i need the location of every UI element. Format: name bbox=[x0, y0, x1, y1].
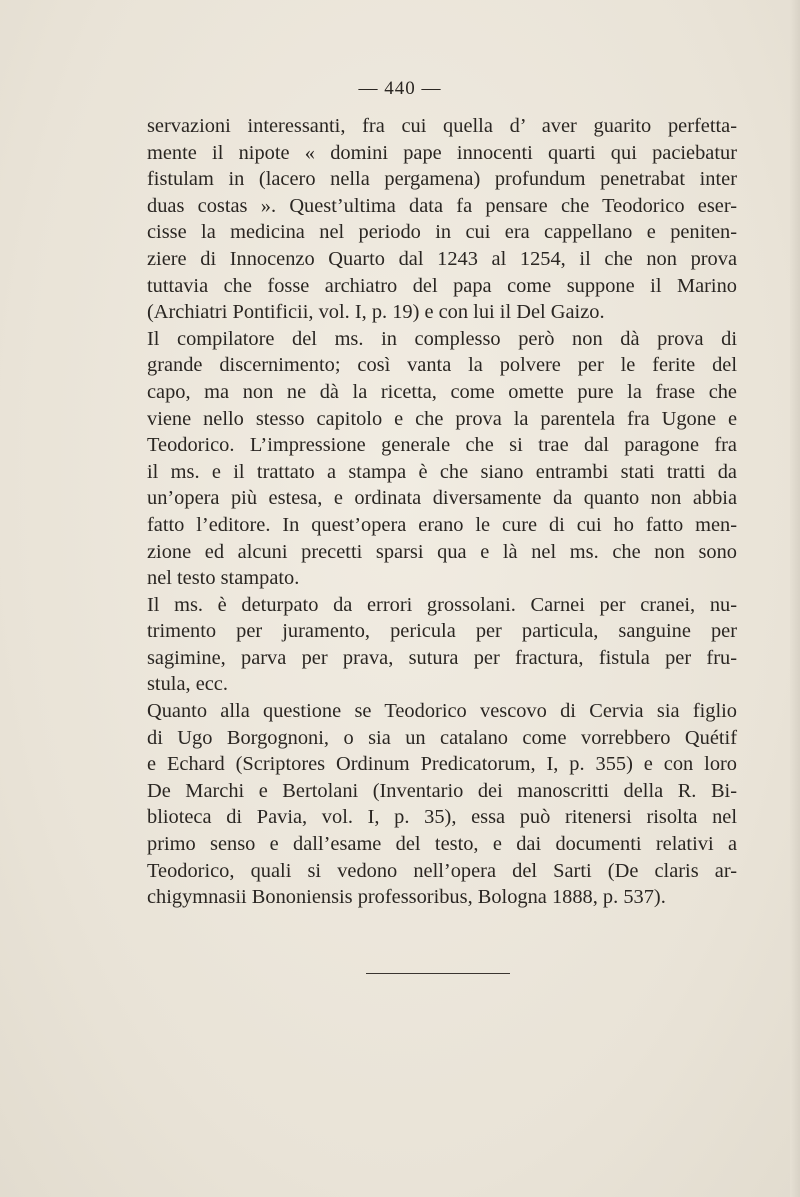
text-line-21: sagimine, parva per prava, sutura per fractura, fistula per fru- bbox=[147, 646, 737, 669]
text-line-18: nel testo stampato. bbox=[147, 567, 300, 590]
text-line-6: ziere di Innocenzo Quarto dal 1243 al 1254, il che non prova bbox=[147, 247, 737, 270]
text-line-5: cisse la medicina nel periodo in cui era cappellano e peniten- bbox=[147, 221, 737, 244]
text-line-10: grande discernimento; così vanta la polvere per le ferite del bbox=[147, 354, 737, 377]
text-line-9: Il compilatore del ms. in complesso però non dà prova di bbox=[147, 327, 737, 350]
text-line-8: (Archiatri Pontificii, vol. I, p. 19) e con lui il Del Gaizo. bbox=[147, 301, 605, 324]
text-line-14: il ms. e il trattato a stampa è che siano entrambi stati tratti da bbox=[147, 460, 737, 483]
text-line-7: tuttavia che fosse archiatro del papa come suppone il Marino bbox=[147, 274, 737, 297]
text-line-16: fatto l’editore. In quest’opera erano le cure di cui ho fatto men- bbox=[147, 513, 737, 536]
text-line-17: zione ed alcuni precetti sparsi qua e là nel ms. che non sono bbox=[147, 540, 737, 563]
text-line-22: stula, ecc. bbox=[147, 673, 228, 696]
text-line-15: un’opera più estesa, e ordinata diversamente da quanto non abbia bbox=[147, 487, 737, 510]
text-line-24: di Ugo Borgognoni, o sia un catalano come vorrebbero Quétif bbox=[147, 726, 737, 749]
text-line-25: e Echard (Scriptores Ordinum Predicatorum, I, p. 355) e con loro bbox=[147, 753, 737, 776]
text-line-12: viene nello stesso capitolo e che prova la parentela fra Ugone e bbox=[147, 407, 737, 430]
page-edge-shadow bbox=[790, 0, 800, 1197]
text-line-3: fistulam in (lacero nella pergamena) profundum penetrabat inter bbox=[147, 168, 737, 191]
text-line-20: trimento per juramento, pericula per particula, sanguine per bbox=[147, 620, 737, 643]
text-line-4: duas costas ». Quest’ultima data fa pensare che Teodorico eser- bbox=[147, 194, 737, 217]
text-line-29: Teodorico, quali si vedono nell’opera del Sarti (De claris ar- bbox=[147, 859, 737, 882]
text-line-26: De Marchi e Bertolani (Inventario dei manoscritti della R. Bi- bbox=[147, 779, 737, 802]
body-text bbox=[147, 113, 737, 911]
closing-rule bbox=[366, 973, 510, 974]
page-number: — 440 — bbox=[358, 78, 442, 99]
text-line-11: capo, ma non ne dà la ricetta, come omette pure la frase che bbox=[147, 380, 737, 403]
text-line-1: servazioni interessanti, fra cui quella d’ aver guarito perfetta- bbox=[147, 115, 737, 137]
text-line-27: blioteca di Pavia, vol. I, p. 35), essa può ritenersi risolta nel bbox=[147, 806, 737, 829]
text-line-23: Quanto alla questione se Teodorico vescovo di Cervia sia figlio bbox=[147, 700, 737, 723]
text-line-13: Teodorico. L’impressione generale che si trae dal paragone fra bbox=[147, 434, 737, 457]
text-line-30: chigymnasii Bononiensis professoribus, Bologna 1888, p. 537). bbox=[147, 886, 666, 909]
text-line-19: Il ms. è deturpato da errori grossolani. Carnei per cranei, nu- bbox=[147, 593, 737, 616]
text-line-28: primo senso e dall’esame del testo, e dai documenti relativi a bbox=[147, 833, 737, 856]
text-line-2: mente il nipote « domini pape innocenti quarti qui paciebatur bbox=[147, 141, 737, 164]
